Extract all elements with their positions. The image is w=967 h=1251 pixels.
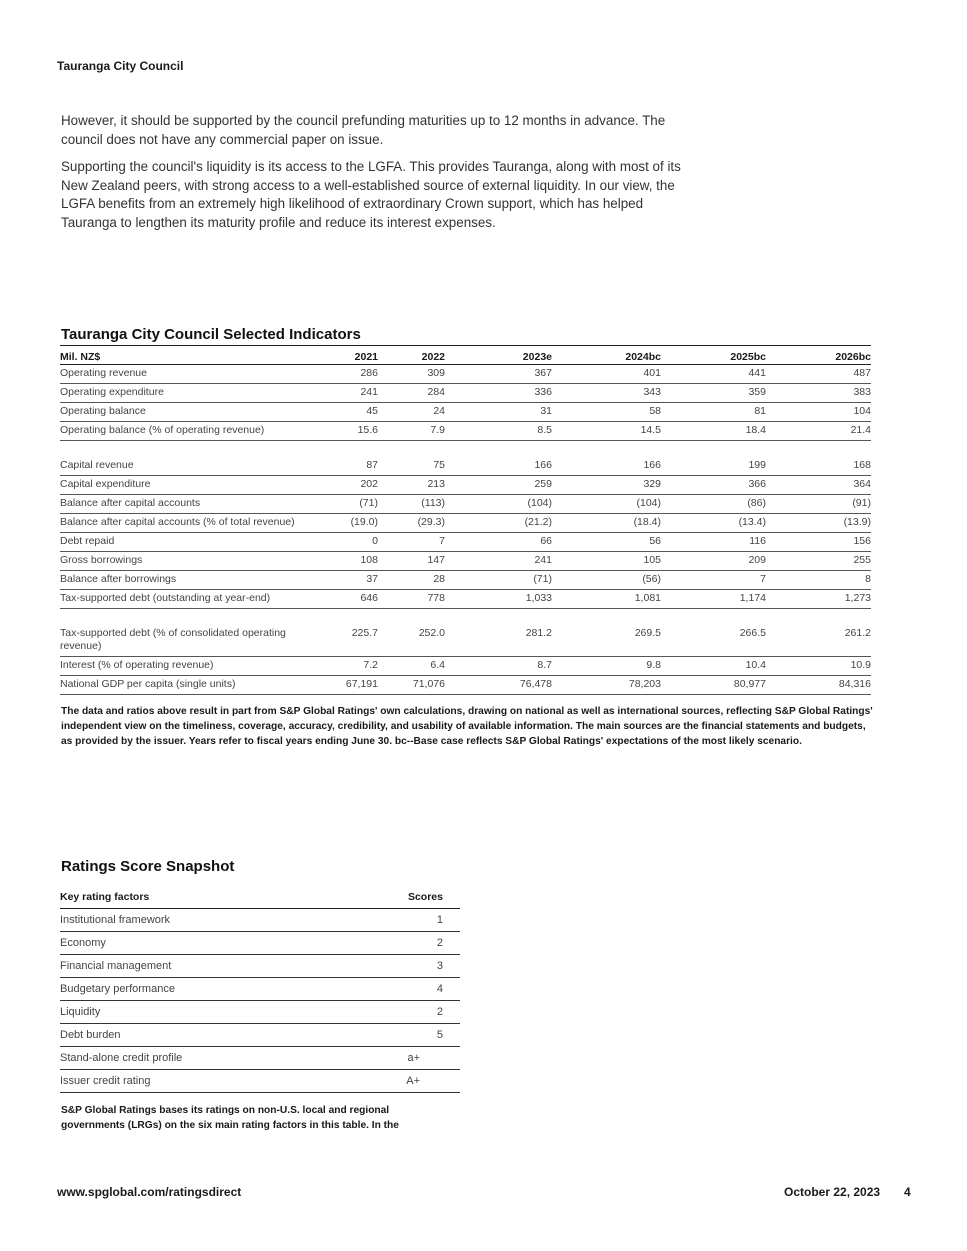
indicators-table-body — [60, 365, 871, 695]
table-cell: (21.2) — [445, 514, 552, 533]
table-cell: 75 — [378, 441, 445, 476]
table-row — [60, 476, 871, 495]
table-cell: 166 — [552, 441, 661, 476]
table-cell: (13.4) — [661, 514, 766, 533]
table-cell: (86) — [661, 495, 766, 514]
table-cell: 81 — [661, 403, 766, 422]
table-cell: (13.9) — [766, 514, 871, 533]
table-cell: 156 — [766, 533, 871, 552]
body-paragraph-1: However, it should be supported by the council prefunding maturities up to 12 months in advance. The council does not have any commercial paper on issue. — [61, 113, 666, 147]
table-row — [60, 609, 871, 657]
table-cell: 336 — [445, 384, 552, 403]
selected-indicators-table — [60, 345, 871, 695]
table-cell: 78,203 — [552, 676, 661, 695]
table-cell: 18.4 — [661, 422, 766, 441]
table-row — [60, 495, 871, 514]
table-cell: 383 — [766, 384, 871, 403]
table-cell: (19.0) — [318, 514, 378, 533]
footer-date: October 22, 2023 — [784, 1185, 881, 1199]
table-cell: 487 — [766, 365, 871, 384]
column-header: 2023e — [445, 346, 552, 365]
row-label: Tax-supported debt (outstanding at year-end) — [60, 590, 318, 609]
ratings-score-table — [60, 886, 460, 1093]
row-label: Balance after capital accounts — [60, 495, 318, 514]
rating-score: 5 — [338, 1024, 460, 1047]
table-cell: 10.4 — [661, 657, 766, 676]
table-cell: 284 — [378, 384, 445, 403]
table-row — [60, 384, 871, 403]
table-cell: 66 — [445, 533, 552, 552]
table-row — [60, 1024, 460, 1047]
rating-score: 2 — [338, 932, 460, 955]
table-cell: 281.2 — [445, 609, 552, 657]
rating-score: 3 — [338, 955, 460, 978]
table-cell: 104 — [766, 403, 871, 422]
indicators-footnote: The data and ratios above result in part from S&P Global Ratings' own calculations, drawing on national as well as international sources, reflecting S&P Global Ratings' independent view on the timeliness, coverage, accuracy, credibility, and usability of available information. The main sources are the financial statements and budgets, as provided by the issuer. Years refer to fiscal years ending June 30. bc--Base case reflects S&P Global Ratings' expectations of the most likely scenario. — [61, 706, 873, 747]
table-cell: 37 — [318, 571, 378, 590]
table-cell: 359 — [661, 384, 766, 403]
table-cell: 367 — [445, 365, 552, 384]
table-cell: (104) — [552, 495, 661, 514]
table-cell: 31 — [445, 403, 552, 422]
table-cell: 309 — [378, 365, 445, 384]
table-cell: 56 — [552, 533, 661, 552]
table-cell: 213 — [378, 476, 445, 495]
table-cell: 269.5 — [552, 609, 661, 657]
table-cell: 10.9 — [766, 657, 871, 676]
row-label: Interest (% of operating revenue) — [60, 657, 318, 676]
table-cell: 199 — [661, 441, 766, 476]
table-cell: 58 — [552, 403, 661, 422]
table-cell: 1,273 — [766, 590, 871, 609]
table-cell: 24 — [378, 403, 445, 422]
row-label: Gross borrowings — [60, 552, 318, 571]
table-cell: 778 — [378, 590, 445, 609]
table-cell: 202 — [318, 476, 378, 495]
table-cell: 209 — [661, 552, 766, 571]
table-cell: 441 — [661, 365, 766, 384]
rating-factor: Budgetary performance — [60, 978, 338, 1001]
row-label: Balance after borrowings — [60, 571, 318, 590]
column-header: 2026bc — [766, 346, 871, 365]
table-cell: 259 — [445, 476, 552, 495]
table-cell: 0 — [318, 533, 378, 552]
table-row — [60, 514, 871, 533]
table-cell: (71) — [445, 571, 552, 590]
table-row — [60, 657, 871, 676]
rating-score: a+ — [338, 1047, 460, 1070]
table-cell: 116 — [661, 533, 766, 552]
table-cell: (113) — [378, 495, 445, 514]
table-cell: 7 — [661, 571, 766, 590]
table-cell: (56) — [552, 571, 661, 590]
table-cell: 266.5 — [661, 609, 766, 657]
table-cell: 1,033 — [445, 590, 552, 609]
table-cell: 329 — [552, 476, 661, 495]
rating-factor: Debt burden — [60, 1024, 338, 1047]
table-cell: 241 — [445, 552, 552, 571]
page-number: 4 — [904, 1185, 911, 1199]
table-row — [60, 676, 871, 695]
table-row — [60, 955, 460, 978]
table-cell: 364 — [766, 476, 871, 495]
table-cell: 7.2 — [318, 657, 378, 676]
ratings-table-title: Ratings Score Snapshot — [61, 858, 235, 875]
table-row — [60, 1070, 460, 1093]
table-cell: 252.0 — [378, 609, 445, 657]
table-row — [60, 552, 871, 571]
column-header: Key rating factors — [60, 886, 338, 909]
table-row — [60, 590, 871, 609]
table-row — [60, 365, 871, 384]
table-row — [60, 909, 460, 932]
running-header-title: Tauranga City Council — [57, 59, 184, 73]
table-cell: (29.3) — [378, 514, 445, 533]
rating-factor: Stand-alone credit profile — [60, 1047, 338, 1070]
table-cell: 105 — [552, 552, 661, 571]
table-cell: 255 — [766, 552, 871, 571]
rating-score: 4 — [338, 978, 460, 1001]
rating-score: 1 — [338, 909, 460, 932]
table-cell: 366 — [661, 476, 766, 495]
table-cell: 168 — [766, 441, 871, 476]
row-label: Operating balance — [60, 403, 318, 422]
rating-factor: Liquidity — [60, 1001, 338, 1024]
rating-score: 2 — [338, 1001, 460, 1024]
table-row — [60, 533, 871, 552]
table-cell: 71,076 — [378, 676, 445, 695]
indicators-table-title: Tauranga City Council Selected Indicators — [61, 326, 361, 343]
table-cell: 7.9 — [378, 422, 445, 441]
table-header-row — [60, 886, 460, 909]
table-row — [60, 422, 871, 441]
column-header: 2022 — [378, 346, 445, 365]
rating-score: A+ — [338, 1070, 460, 1093]
table-cell: 21.4 — [766, 422, 871, 441]
table-cell: (104) — [445, 495, 552, 514]
footer-url: www.spglobal.com/ratingsdirect — [57, 1185, 242, 1199]
table-cell: 8 — [766, 571, 871, 590]
table-cell: 9.8 — [552, 657, 661, 676]
row-label: Capital expenditure — [60, 476, 318, 495]
table-cell: (91) — [766, 495, 871, 514]
rating-factor: Issuer credit rating — [60, 1070, 338, 1093]
row-label: Balance after capital accounts (% of total revenue) — [60, 514, 318, 533]
table-cell: 1,081 — [552, 590, 661, 609]
table-cell: 147 — [378, 552, 445, 571]
table-cell: 7 — [378, 533, 445, 552]
table-cell: 166 — [445, 441, 552, 476]
ratings-footnote: S&P Global Ratings bases its ratings on non-U.S. local and regional governments (LRGs) on the six main rating factors in this table. In the — [61, 1105, 399, 1131]
table-cell: 241 — [318, 384, 378, 403]
row-label: Operating expenditure — [60, 384, 318, 403]
table-row — [60, 1001, 460, 1024]
column-header: Mil. NZ$ — [60, 346, 318, 365]
row-label: Debt repaid — [60, 533, 318, 552]
table-cell: 14.5 — [552, 422, 661, 441]
table-cell: (71) — [318, 495, 378, 514]
table-cell: 343 — [552, 384, 661, 403]
table-cell: 1,174 — [661, 590, 766, 609]
table-row — [60, 403, 871, 422]
column-header: 2021 — [318, 346, 378, 365]
table-cell: 76,478 — [445, 676, 552, 695]
row-label: Operating revenue — [60, 365, 318, 384]
table-cell: 6.4 — [378, 657, 445, 676]
ratings-table-body — [60, 909, 460, 1093]
table-cell: 8.7 — [445, 657, 552, 676]
table-cell: 646 — [318, 590, 378, 609]
table-cell: 261.2 — [766, 609, 871, 657]
body-paragraph-2: Supporting the council's liquidity is its access to the LGFA. This provides Tauranga, along with most of its New Zealand peers, with strong access to a well-established source of external liquidity. In our view, the LGFA benefits from an extremely high likelihood of extraordinary Crown support, which has helped Tauranga to lengthen its maturity profile and reduce its interest expenses. — [61, 159, 681, 230]
table-cell: 80,977 — [661, 676, 766, 695]
table-cell: (18.4) — [552, 514, 661, 533]
column-header: 2025bc — [661, 346, 766, 365]
row-label: Tax-supported debt (% of consolidated operating revenue) — [60, 609, 318, 657]
table-header-row — [60, 346, 871, 365]
table-row — [60, 441, 871, 476]
rating-factor: Economy — [60, 932, 338, 955]
table-cell: 401 — [552, 365, 661, 384]
rating-factor: Financial management — [60, 955, 338, 978]
column-header: Scores — [338, 886, 460, 909]
rating-factor: Institutional framework — [60, 909, 338, 932]
table-row — [60, 978, 460, 1001]
row-label: National GDP per capita (single units) — [60, 676, 318, 695]
table-cell: 108 — [318, 552, 378, 571]
table-cell: 225.7 — [318, 609, 378, 657]
table-cell: 45 — [318, 403, 378, 422]
table-cell: 67,191 — [318, 676, 378, 695]
table-cell: 15.6 — [318, 422, 378, 441]
table-row — [60, 932, 460, 955]
table-cell: 8.5 — [445, 422, 552, 441]
table-row — [60, 571, 871, 590]
row-label: Operating balance (% of operating revenue) — [60, 422, 318, 441]
table-cell: 28 — [378, 571, 445, 590]
table-cell: 87 — [318, 441, 378, 476]
row-label: Capital revenue — [60, 441, 318, 476]
table-cell: 84,316 — [766, 676, 871, 695]
column-header: 2024bc — [552, 346, 661, 365]
table-cell: 286 — [318, 365, 378, 384]
table-row — [60, 1047, 460, 1070]
